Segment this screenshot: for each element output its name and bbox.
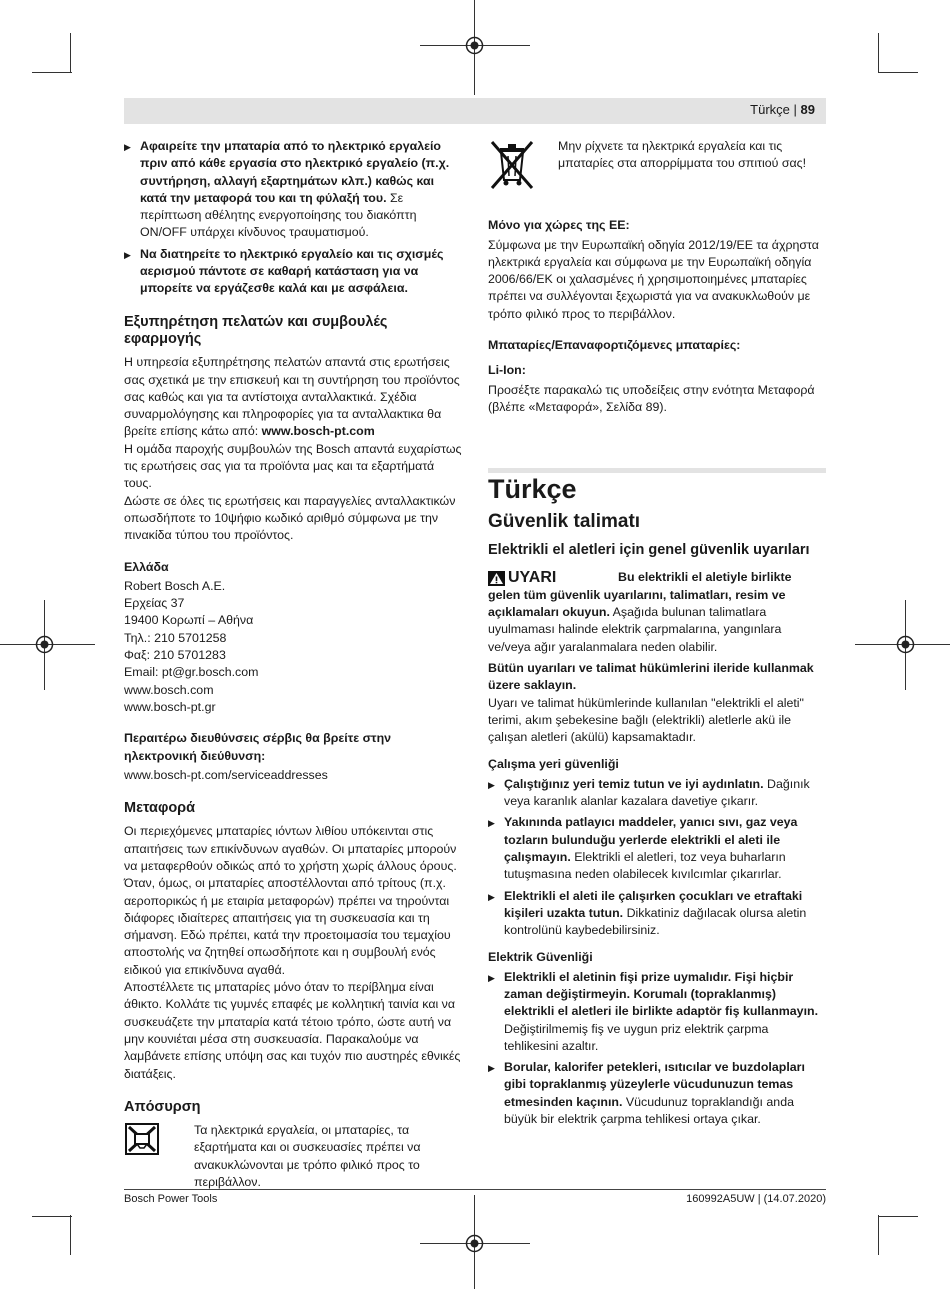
section-title-disposal: Απόσυρση xyxy=(124,1098,201,1115)
header-separator: | xyxy=(793,102,797,117)
address-line: www.bosch-pt.gr xyxy=(124,699,216,714)
service-addresses-url: www.bosch-pt.com/serviceaddresses xyxy=(124,767,328,782)
eu-title: Μόνο για χώρες της ΕΕ: xyxy=(488,218,630,233)
paragraph: Αποστέλλετε τις μπαταρίες μόνο όταν το περίβλημα είναι άθικτο. Κολλάτε τις γυμνές επαφές με κολλητική ταινία και να συσκευάζετε την μπαταρία κατά τέτοιο τρόπο, ώστε αυτή να μην κουνιέται μέσα στη συσκευασία. Παρακαλούμε να λαμβάνετε επίσης υπόψη σας και τυχόν πιο αυστηρές εθνικές διατάξεις. xyxy=(124,980,461,1081)
crossed-out-bin-icon xyxy=(488,138,558,195)
section-title-service: Εξυπηρέτηση πελατών και συμβουλές εφαρμογής xyxy=(124,313,388,347)
registration-mark-icon xyxy=(462,33,487,58)
bin-block xyxy=(488,138,826,195)
list-item: ▶ Αφαιρείτε την μπαταρία από το ηλεκτρικό εργαλείο πριν από κάθε εργασία στο ηλεκτρικό εργαλείο (π.χ. συντήρηση, αλλαγή εξαρτημάτων κλπ.) καθώς και κατά την μεταφορά του και τη φύλαξή του. Σε περίπτωση αθέλητης ενεργοποίησης του διακόπτη ON/OFF υπάρχει κίνδυνος τραυματισμού. xyxy=(124,138,464,242)
address-line: Email: pt@gr.bosch.com xyxy=(124,665,259,680)
address-line: Φαξ: 210 5701283 xyxy=(124,648,226,663)
paragraph: Η υπηρεσία εξυπηρέτησης πελατών απαντά στις ερωτήσεις σας σχετικά με την επισκευή και τη συντήρηση του προϊόντος σας καθώς και για τα αντίστοιχα ανταλλακτικά. Σχέδια συναρμολόγησης και πληροφορίες για τα ανταλλακτικα θα βρείτε επίσης κάτω από: www.bosch-pt.com xyxy=(124,355,460,439)
list-item: ▶ Yakınında patlayıcı maddeler, yanıcı sıvı, gaz veya tozların bulunduğu yerlerde elektrikli el aleti ile çalışmayın. Elektrikli el aletleri, toz veya buharların tutuşmasına neden olabilecek kıvılcımlar çıkarırlar. xyxy=(488,814,826,883)
registration-mark-icon xyxy=(893,632,918,657)
header-language: Türkçe xyxy=(750,102,790,117)
left-column xyxy=(124,138,464,1191)
footer-brand: Bosch Power Tools xyxy=(124,1193,218,1205)
address-line: Robert Bosch A.E. xyxy=(124,578,226,593)
address-line: Ερχείας 37 xyxy=(124,596,185,611)
work-area-title: Çalışma yeri güvenliği xyxy=(488,757,619,772)
warning-triangle-icon xyxy=(488,571,505,586)
general-warnings-title: Elektrikli el aletleri için genel güvenlik uyarıları xyxy=(488,541,810,558)
list-item: ▶ Elektrikli el aletinin fişi prize uymalıdır. Fişi hiçbir zaman değiştirmeyin. Korumalı (topraklanmış) elektrikli el aletleri ile birlikte adaptör fiş kullanmayın. Değiştirilmemiş fiş ve uygun priz elektrik çarpma tehlikesini azaltır. xyxy=(488,969,826,1055)
batteries-title: Μπαταρίες/Επαναφορτιζόμενες μπαταρίες: xyxy=(488,338,741,353)
disposal-block xyxy=(124,1122,464,1191)
paragraph: Προσέξτε παρακαλώ τις υποδείξεις στην ενότητα Μεταφορά (βλέπε «Μεταφορά», Σελίδα 89). xyxy=(488,382,815,414)
language-title: Türkçe xyxy=(488,474,577,505)
bin-text: Μην ρίχνετε τα ηλεκτρικά εργαλεία και τις μπαταρίες στα απορρίμματα του σπιτιού σας! xyxy=(558,139,807,171)
list-item: ▶ Να διατηρείτε το ηλεκτρικό εργαλείο και τις σχισμές αερισμού πάντοτε σε καθαρή κατάσταση για να μπορείτε να εργάζεσθε καλά και με ασφάλεια. xyxy=(124,246,464,298)
paragraph: Οι περιεχόμενες μπαταρίες ιόντων λιθίου υπόκεινται στις απαιτήσεις των επικίνδυνων αγαθών. Οι μπαταρίες μπορούν να μεταφερθούν οδικώς από το χρήστη χωρίς άλλους όρους. xyxy=(124,824,457,873)
paragraph: Σύμφωνα με την Ευρωπαϊκή οδηγία 2012/19/ΕΕ τα άχρηστα ηλεκτρικά εργαλεία και σύμφωνα με την Ευρωπαϊκή οδηγία 2006/66/ΕΚ οι χαλασμένες ή χρησιμοποιημένες μπαταρίες πρέπει να συλλέγονται ξεχωριστά για να ανακυκλωθούν με τρόπο φιλικό προς το περιβάλλον. xyxy=(488,237,819,321)
page-number: 89 xyxy=(800,102,815,117)
more-addresses-title: Περαιτέρω διευθύνσεις σέρβις θα βρείτε στην ηλεκτρονική διεύθυνση: xyxy=(124,731,392,763)
paragraph: Η ομάδα παροχής συμβουλών της Bosch απαντά ευχαρίστως τις ερωτήσεις σας για τα προϊόντα μας και τα εξαρτήματά τους. xyxy=(124,441,462,491)
footer-doc-id: 160992A5UW | (14.07.2020) xyxy=(686,1193,826,1205)
disposal-text: Τα ηλεκτρικά εργαλεία, οι μπαταρίες, τα εξαρτήματα και οι συσκευασίες πρέπει να ανακυκλώνονται με τρόπο φιλικό προς το περιβάλλον. xyxy=(194,1123,421,1190)
header-bar xyxy=(124,98,826,124)
keep-instructions-title: Bütün uyarıları ve talimat hükümlerini ileride kullanmak üzere saklayın. xyxy=(488,660,814,693)
paragraph: Όταν, όμως, οι μπαταρίες αποστέλλονται από τρίτους (π.χ. αεροπορικώς ή με εταιρία μεταφορών) πρέπει να τηρούνται διάφορες ιδιαίτερες απαιτήσεις για τη συσκευασία και τη σήμανση. Εδώ πρέπει, κατά την προετοιμασία του τεμαχίου αποστολής να ζητηθεί οπωσδήποτε και η συμβουλή ενός ειδικού για επικίνδυνα αγαθά. xyxy=(124,876,451,977)
right-column xyxy=(488,138,826,1132)
section-title-transport: Μεταφορά xyxy=(124,800,196,817)
warning-badge xyxy=(488,569,618,586)
registration-mark-icon xyxy=(462,1231,487,1256)
liion-title: Li-Ion: xyxy=(488,363,526,378)
address-line: www.bosch.com xyxy=(124,682,214,697)
warning-label: UYARI xyxy=(508,569,557,587)
warning-block: UYARI Bu elektrikli el aletiyle birlikte gelen tüm güvenlik uyarılarını, talimatları, resim ve açıklamaları okuyun. Aşağıda bulunan talimatlara uyulmaması halinde elektrik çarpmalarına, yangınlara ve/veya ağır yaralanmalara neden olabilir. xyxy=(488,569,792,654)
registration-mark-icon xyxy=(32,632,57,657)
paragraph: Uyarı ve talimat hükümlerinde kullanılan "elektrikli el aleti" terimi, akım şebekesine bağlı (elektrikli) aletlerle akü ile çalışan aletleri (akülü) kapsamaktadır. xyxy=(488,695,804,745)
recycle-symbol-icon xyxy=(124,1122,194,1191)
safety-title: Güvenlik talimatı xyxy=(488,510,641,532)
country-title: Ελλάδα xyxy=(124,559,169,574)
page-header xyxy=(750,102,815,117)
electrical-safety-title: Elektrik Güvenliği xyxy=(488,950,593,965)
paragraph: Δώστε σε όλες τις ερωτήσεις και παραγγελίες ανταλλακτικών οπωσδήποτε το 10ψήφιο κωδικό αριθμό σύμφωνα με την πινακίδα τύπου του προϊόντος. xyxy=(124,493,456,543)
address-line: 19400 Κορωπί – Αθήνα xyxy=(124,613,254,628)
list-item: ▶ Çalıştığınız yeri temiz tutun ve iyi aydınlatın. Dağınık veya karanlık alanlar kazalara davetiye çıkarır. xyxy=(488,776,826,811)
list-item: ▶ Borular, kalorifer petekleri, ısıtıcılar ve buzdolapları gibi topraklanmış yüzeylerle vücudunuzun temas etmesinden kaçının. Vücudunuz topraklandığı anda büyük bir elektrik çarpma tehlikesi ortaya çıkar. xyxy=(488,1059,826,1128)
address-line: Τηλ.: 210 5701258 xyxy=(124,630,227,645)
service-url: www.bosch-pt.com xyxy=(261,424,375,439)
footer-line xyxy=(124,1189,826,1190)
list-item: ▶ Elektrikli el aleti ile çalışırken çocukları ve etraftaki kişileri uzakta tutun. Dikkatiniz dağılacak olursa aletin kontrolünü kaybedebilirsiniz. xyxy=(488,888,826,940)
